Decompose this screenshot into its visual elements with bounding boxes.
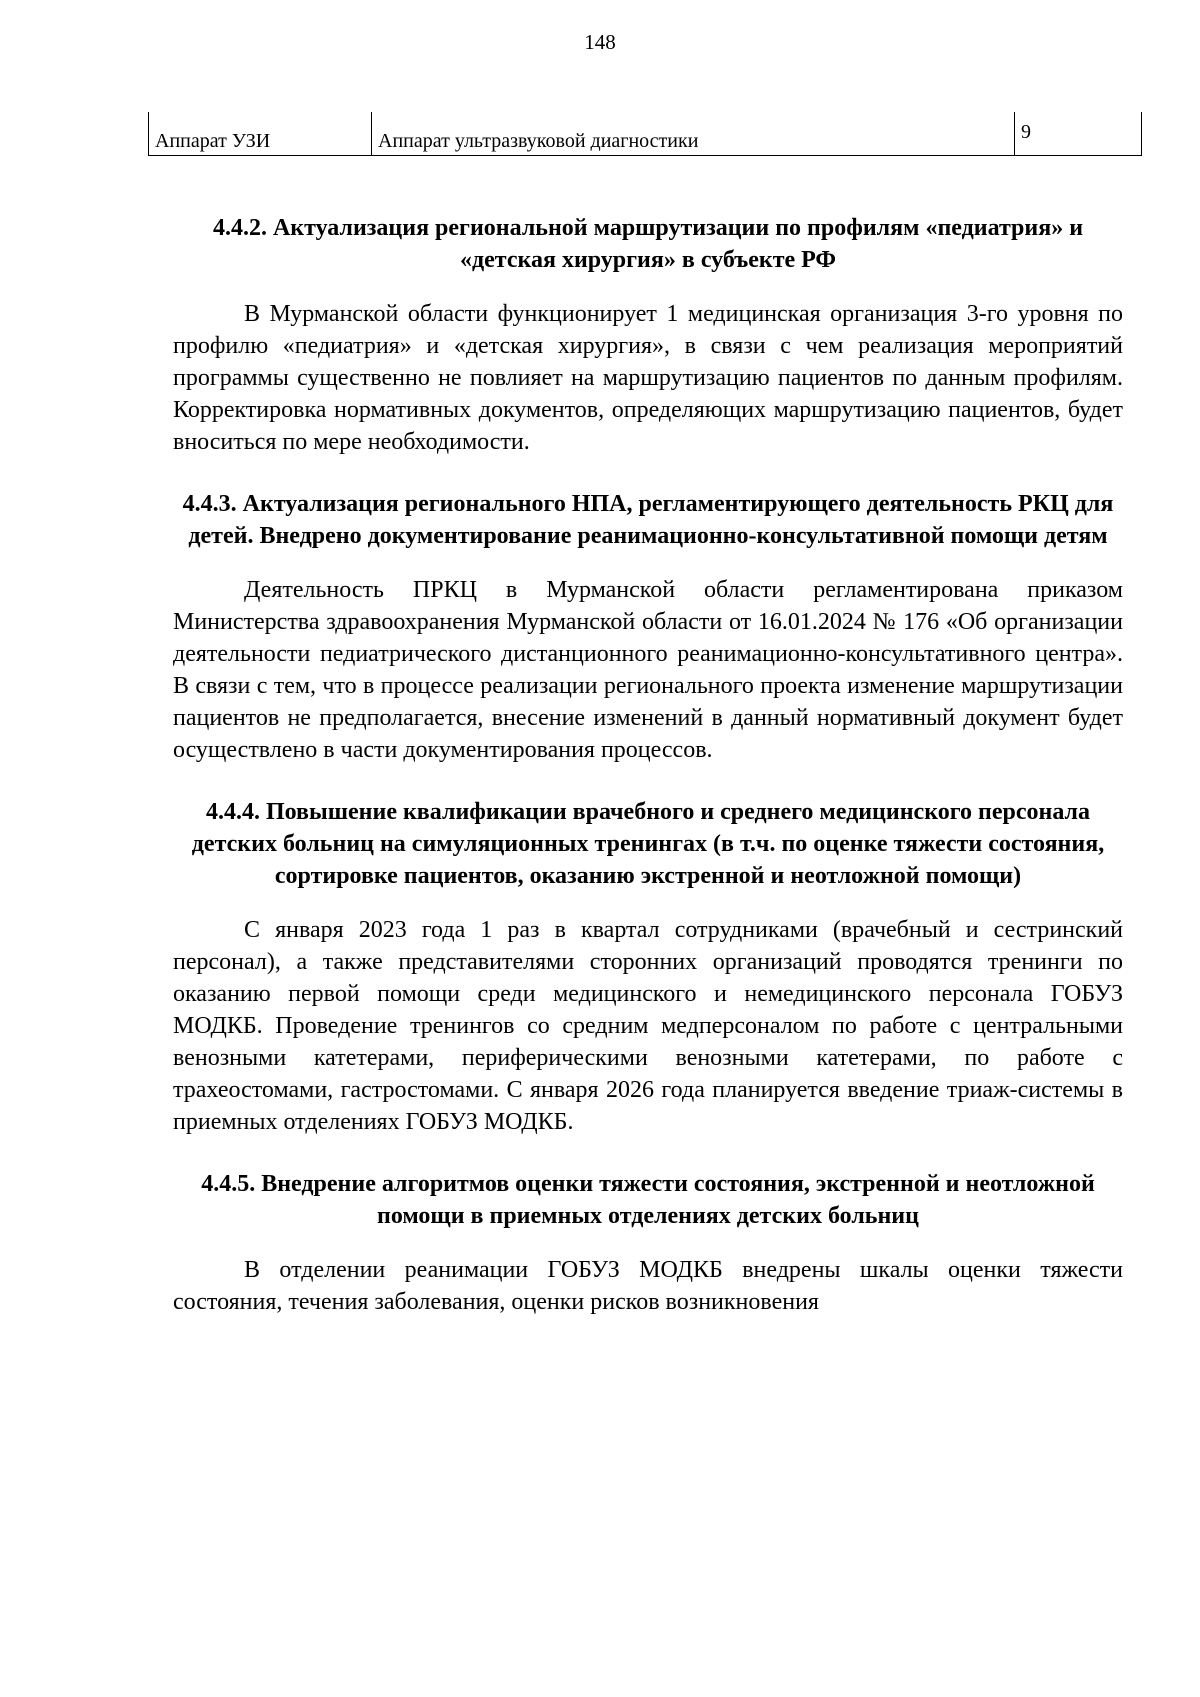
- section-paragraph: С января 2023 года 1 раз в квартал сотрудниками (врачебный и сестринский персонал), а также представителями сторонних организаций проводятся тренинги по оказанию первой помощи среди медицинского и немедицинского персонала ГОБУЗ МОДКБ. Проведение тренингов со средним медперсоналом по работе с центральными венозными катетерами, периферическими венозными катетерами, по работе с трахеостомами, гастростомами. С января 2026 года планируется введение триаж-системы в приемных отделениях ГОБУЗ МОДКБ.: [173, 917, 1123, 1135]
- section-heading: 4.4.2. Актуализация региональной маршрутизации по профилям «педиатрия» и «детская хирургия» в субъекте РФ: [212, 215, 1084, 273]
- section-4-4-4: [173, 796, 1123, 1138]
- section-paragraph: Деятельность ПРКЦ в Мурманской области регламентирована приказом Министерства здравоохранения Мурманской области от 16.01.2024 № 176 «Об организации деятельности педиатрического дистанционного реанимационно-консультативного центра». В связи с тем, что в процессе реализации регионального проекта изменение маршрутизации пациентов не предполагается, внесение изменений в данный нормативный документ будет осуществлено в части документирования процессов.: [173, 577, 1123, 763]
- table-row: [149, 112, 1142, 156]
- section-paragraph: В отделении реанимации ГОБУЗ МОДКБ внедрены шкалы оценки тяжести состояния, течения заболевания, оценки рисков возникновения: [173, 1257, 1123, 1315]
- document-body: [173, 212, 1123, 1348]
- section-heading: 4.4.5. Внедрение алгоритмов оценки тяжести состояния, экстренной и неотложной помощи в приемных отделениях детских больниц: [201, 1171, 1095, 1229]
- section-4-4-5: [173, 1168, 1123, 1318]
- section-4-4-2: [173, 212, 1123, 458]
- section-heading: 4.4.4. Повышение квалификации врачебного и среднего медицинского персонала детских больниц на симуляционных тренингах (в т.ч. по оценке тяжести состояния, сортировке пациентов, оказанию экстренной и неотложной помощи): [191, 799, 1105, 889]
- section-heading: 4.4.3. Актуализация регионального НПА, регламентирующего деятельность РКЦ для детей. Внедрено документирование реанимационно-консультативной помощи детям: [182, 491, 1114, 549]
- section-paragraph: В Мурманской области функционирует 1 медицинская организация 3-го уровня по профилю «педиатрия» и «детская хирургия», в связи с чем реализация мероприятий программы существенно не повлияет на маршрутизацию пациентов по данным профилям. Корректировка нормативных документов, определяющих маршрутизацию пациентов, будет вноситься по мере необходимости.: [173, 301, 1123, 455]
- table-cell-short-name: Аппарат УЗИ: [149, 112, 372, 156]
- page-number: 148: [584, 30, 616, 54]
- table-cell-full-name: Аппарат ультразвуковой диагностики: [372, 112, 1015, 156]
- section-4-4-3: [173, 488, 1123, 766]
- equipment-table-fragment: [148, 112, 1142, 156]
- table-cell-quantity: 9: [1015, 112, 1142, 156]
